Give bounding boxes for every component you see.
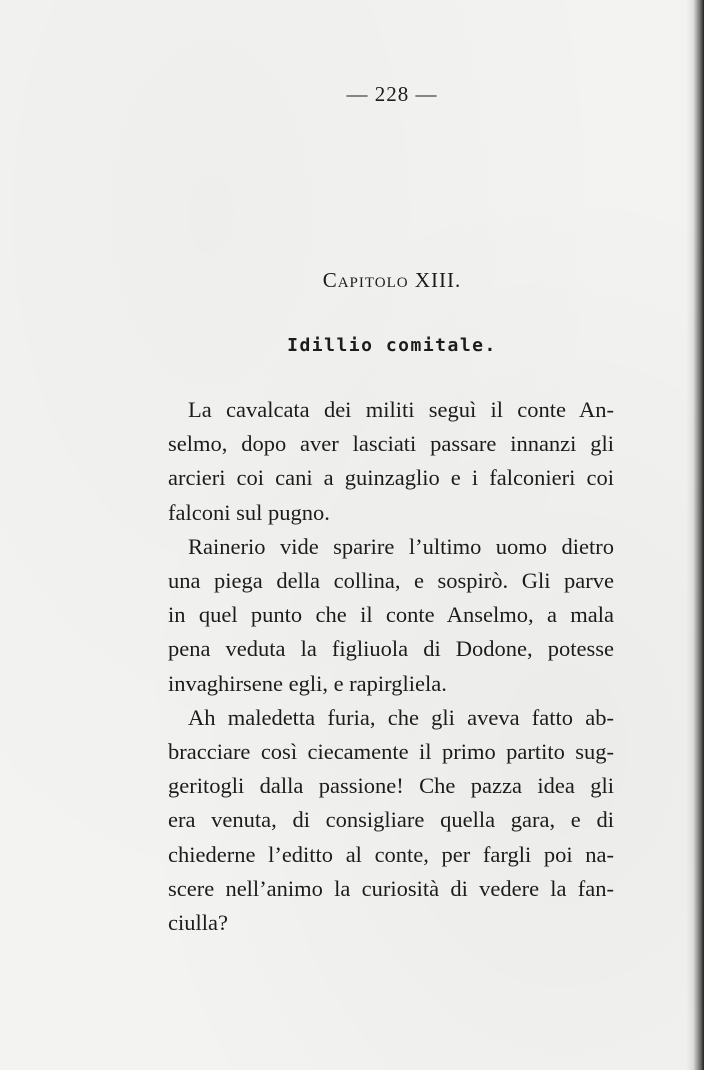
text-line: era venuta, di consigliare quella gara, e di <box>168 807 614 833</box>
text-line: in quel punto che il conte Anselmo, a mala <box>168 602 614 628</box>
text-line: arcieri coi cani a guinzaglio e i falconieri coi <box>168 465 614 491</box>
binding-shadow <box>686 0 704 1070</box>
text-line: pena veduta la figliuola di Dodone, potesse <box>168 636 614 662</box>
text-line: ciulla? <box>168 910 228 936</box>
paragraph-3 <box>168 701 614 940</box>
paragraph-2 <box>168 530 614 701</box>
text-line: Rainerio vide sparire l’ultimo uomo dietro <box>188 533 614 559</box>
text-line: scere nell’animo la curiosità di vedere la fan- <box>168 875 614 901</box>
text-line: falconi sul pugno. <box>168 499 330 525</box>
page-number: — 228 — <box>346 82 438 106</box>
text-line: una piega della collina, e sospirò. Gli parve <box>168 568 614 594</box>
text-line: selmo, dopo aver lasciati passare innanzi gli <box>168 431 614 457</box>
text-line: chiederne l’editto al conte, per fargli poi na- <box>168 841 614 867</box>
chapter-heading <box>0 268 704 293</box>
body-text <box>168 393 614 940</box>
paragraph-1 <box>168 393 614 530</box>
chapter-numeral: XIII. <box>414 268 462 292</box>
text-line: La cavalcata dei militi seguì il conte An- <box>188 397 614 422</box>
text-line: geritogli dalla passione! Che pazza idea gli <box>168 773 614 799</box>
chapter-title: Idillio comitale. <box>287 335 497 356</box>
chapter-label: Capitolo <box>322 268 409 292</box>
text-line: bracciare così ciecamente il primo partito sug- <box>168 739 614 765</box>
text-line: invaghirsene egli, e rapirgliela. <box>168 670 447 696</box>
text-line: Ah maledetta furia, che gli aveva fatto ab- <box>188 704 614 730</box>
